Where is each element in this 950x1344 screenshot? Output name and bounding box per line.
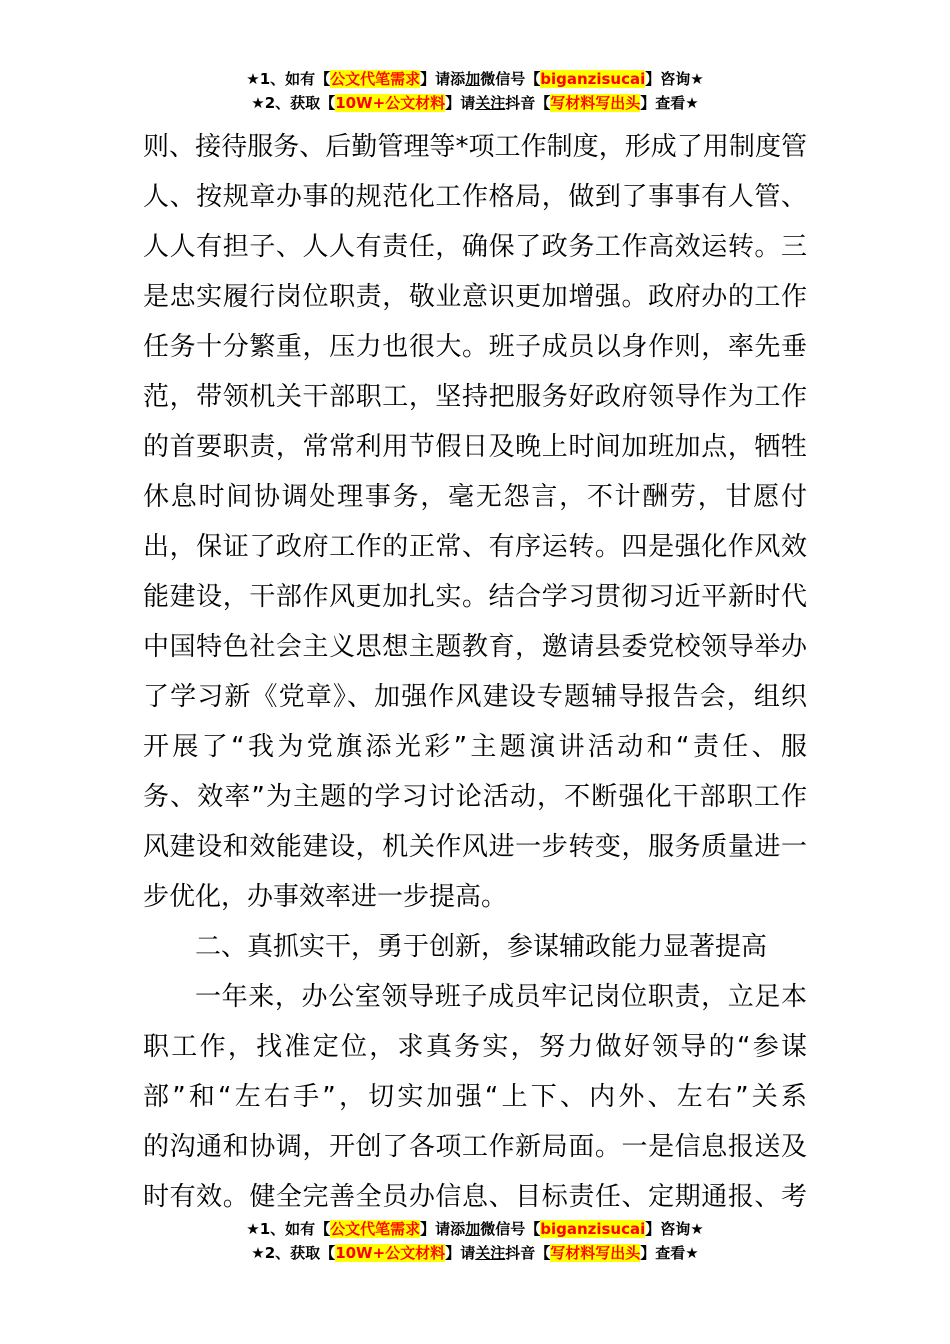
banner-text: 微信号【 xyxy=(480,1220,541,1238)
banner-text: ★1、如有【 xyxy=(246,1220,331,1238)
body-line: 步优化，办事效率进一步提高。 xyxy=(143,882,508,912)
body-line: 了学习新《党章》、加强作风建设专题辅导报告会，组织 xyxy=(143,682,807,712)
banner-highlight: 公文代笔需求 xyxy=(330,1220,421,1238)
footer-banner xyxy=(0,1218,950,1266)
body-line: 务、效率”为主题的学习讨论活动，不断强化干部职工作 xyxy=(143,782,807,812)
banner-highlight: 10W+公文材料 xyxy=(335,1244,446,1262)
banner-text: 抖音【 xyxy=(505,94,551,112)
body-line: 时有效。健全完善全员办信息、目标责任、定期通报、考 xyxy=(143,1182,807,1212)
document-body xyxy=(143,122,807,1222)
banner-line-2 xyxy=(0,92,950,116)
banner-underlined-text: 关注 xyxy=(475,94,506,112)
banner-text: 微信号【 xyxy=(480,70,541,88)
banner-underlined-text: 关注 xyxy=(475,1244,506,1262)
banner-underlined-text: 加 xyxy=(465,1220,481,1238)
body-line: 的沟通和协调，开创了各项工作新局面。一是信息报送及 xyxy=(143,1132,807,1162)
banner-highlight: biganzisucai xyxy=(540,70,646,88)
banner-text: 】查看★ xyxy=(640,1244,699,1262)
banner-text: 】咨询★ xyxy=(645,70,704,88)
body-line: 职工作，找准定位，求真务实，努力做好领导的“参谋 xyxy=(143,1032,807,1062)
banner-text: 】查看★ xyxy=(640,94,699,112)
banner-highlight: 10W+公文材料 xyxy=(335,94,446,112)
body-line: 中国特色社会主义思想主题教育，邀请县委党校领导举办 xyxy=(143,632,807,662)
section-heading: 二、真抓实干，勇于创新，参谋辅政能力显著提高 xyxy=(195,932,768,962)
body-line: 开展了“我为党旗添光彩”主题演讲活动和“责任、服 xyxy=(143,732,807,762)
body-line: 一年来，办公室领导班子成员牢记岗位职责，立足本 xyxy=(195,982,807,1012)
banner-text: ★1、如有【 xyxy=(246,70,331,88)
banner-underlined-text: 加 xyxy=(465,70,481,88)
body-line: 的首要职责，常常利用节假日及晚上时间加班加点，牺牲 xyxy=(143,432,807,462)
body-line: 风建设和效能建设，机关作风进一步转变，服务质量进一 xyxy=(143,832,807,862)
banner-highlight: 写材料写出头 xyxy=(550,1244,641,1262)
body-line: 部”和“左右手”，切实加强“上下、内外、左右”关系 xyxy=(143,1082,807,1112)
body-line: 能建设，干部作风更加扎实。结合学习贯彻习近平新时代 xyxy=(143,582,807,612)
banner-text: 】请添 xyxy=(420,70,466,88)
body-line: 任务十分繁重，压力也很大。班子成员以身作则，率先垂 xyxy=(143,332,807,362)
banner-text: ★2、获取【 xyxy=(251,1244,336,1262)
body-line: 休息时间协调处理事务，毫无怨言，不计酬劳，甘愿付 xyxy=(143,482,807,512)
body-line: 出，保证了政府工作的正常、有序运转。四是强化作风效 xyxy=(143,532,807,562)
banner-text: 】咨询★ xyxy=(645,1220,704,1238)
banner-text: 抖音【 xyxy=(505,1244,551,1262)
banner-highlight: 公文代笔需求 xyxy=(330,70,421,88)
header-banner xyxy=(0,68,950,116)
banner-text: 】请 xyxy=(445,1244,476,1262)
body-line: 人人有担子、人人有责任，确保了政务工作高效运转。三 xyxy=(143,232,807,262)
banner-line-2 xyxy=(0,1242,950,1266)
banner-highlight: biganzisucai xyxy=(540,1220,646,1238)
body-line: 人、按规章办事的规范化工作格局，做到了事事有人管、 xyxy=(143,182,807,212)
banner-highlight: 写材料写出头 xyxy=(550,94,641,112)
banner-text: 】请 xyxy=(445,94,476,112)
body-line: 则、接待服务、后勤管理等*项工作制度，形成了用制度管 xyxy=(143,132,807,162)
banner-text: ★2、获取【 xyxy=(251,94,336,112)
body-line: 范，带领机关干部职工，坚持把服务好政府领导作为工作 xyxy=(143,382,807,412)
body-line: 是忠实履行岗位职责，敬业意识更加增强。政府办的工作 xyxy=(143,282,807,312)
banner-text: 】请添 xyxy=(420,1220,466,1238)
banner-line-1 xyxy=(0,1218,950,1242)
banner-line-1 xyxy=(0,68,950,92)
